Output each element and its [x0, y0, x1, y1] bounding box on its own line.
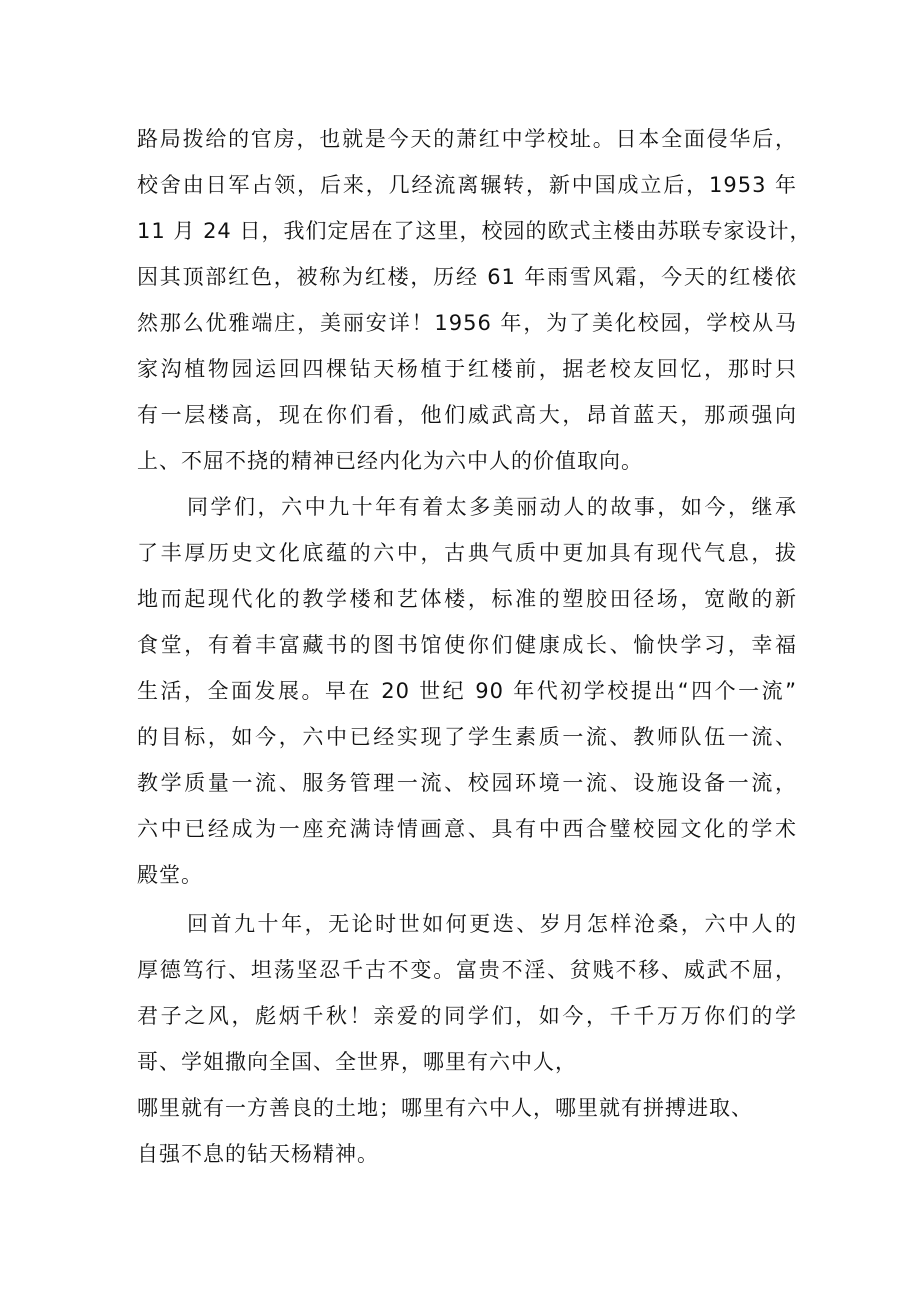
paragraph-first-line: 回首九十年，无论时世如何更迭、岁月怎样沧桑，六中人的	[187, 912, 797, 936]
text-line: 教学质量一流、服务管理一流、校园环境一流、设施设备一流，	[137, 771, 797, 795]
text-line: 地而起现代化的教学楼和艺体楼，标准的塑胶田径场，宽敞的新	[137, 587, 797, 611]
text-line: 君子之风，彪炳千秋！亲爱的同学们，如今，千千万万你们的学	[137, 1004, 797, 1028]
text-line: 生活，全面发展。早在 20 世纪 90 年代初学校提出“四个一流”	[137, 679, 797, 703]
text-line: 11 月 24 日，我们定居在了这里，校园的欧式主楼由苏联专家设计，	[137, 219, 812, 243]
text-line: 的目标，如今，六中已经实现了学生素质一流、教师队伍一流、	[137, 725, 797, 749]
text-line: 食堂，有着丰富藏书的图书馆使你们健康成长、愉快学习，幸福	[137, 633, 797, 657]
text-line: 厚德笃行、坦荡坚忍千古不变。富贵不淫、贫贱不移、威武不屈，	[137, 958, 797, 982]
text-line: 路局拨给的官房，也就是今天的萧红中学校址。日本全面侵华后，	[137, 127, 797, 151]
paragraph-first-line: 同学们，六中九十年有着太多美丽动人的故事，如今，继承	[187, 495, 797, 519]
text-line: 校舍由日军占领，后来，几经流离辗转，新中国成立后，1953 年	[137, 173, 797, 197]
text-line: 殿堂。	[137, 863, 203, 887]
text-line: 自强不息的钻天杨精神。	[137, 1142, 379, 1166]
text-line: 然那么优雅端庄，美丽安详！1956 年，为了美化校园，学校从马	[137, 311, 797, 335]
text-line: 了丰厚历史文化底蕴的六中，古典气质中更加具有现代气息，拔	[137, 541, 797, 565]
text-line: 六中已经成为一座充满诗情画意、具有中西合璧校园文化的学术	[137, 817, 797, 841]
text-line: 哥、学姐撒向全国、全世界，哪里有六中人，	[137, 1050, 577, 1074]
text-line: 因其顶部红色，被称为红楼，历经 61 年雨雪风霜，今天的红楼依	[137, 265, 797, 289]
text-line: 哪里就有一方善良的土地；哪里有六中人，哪里就有拼搏进取、	[137, 1096, 753, 1120]
text-line: 家沟植物园运回四棵钻天杨植于红楼前，据老校友回忆，那时只	[137, 357, 797, 381]
text-line: 上、不屈不挠的精神已经内化为六中人的价值取向。	[137, 449, 643, 473]
text-line: 有一层楼高，现在你们看，他们威武高大，昂首蓝天，那顽强向	[137, 403, 797, 427]
